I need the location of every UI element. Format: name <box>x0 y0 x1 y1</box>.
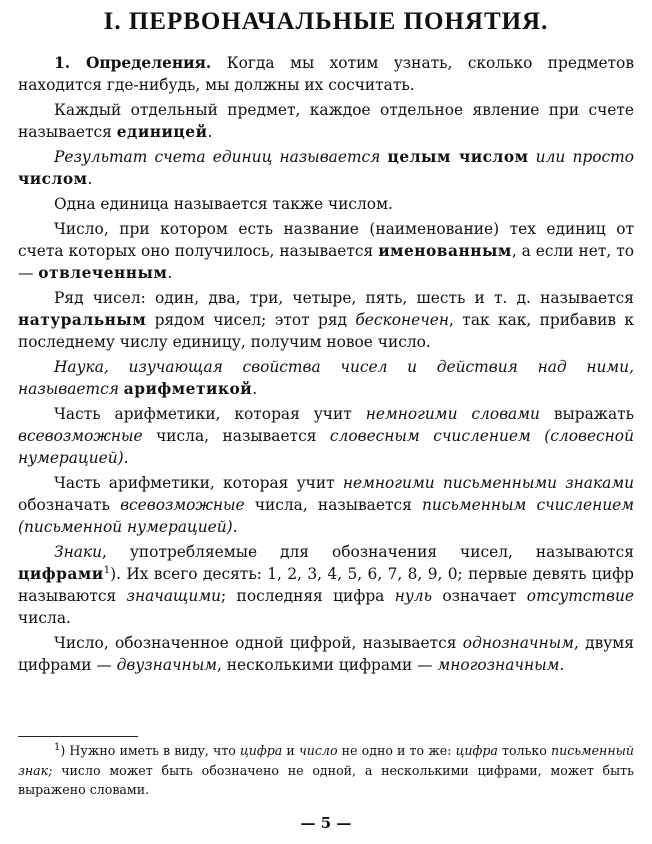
italic-text: нуль <box>394 587 432 605</box>
italic-text: или просто <box>528 148 634 166</box>
term-unit: единицей <box>116 123 208 141</box>
italic-text: Наука, изучающая свойства чисел и действия над ними, называется <box>18 358 634 398</box>
text: не одно и то же: <box>337 743 456 758</box>
text: , несколькими цифрами — <box>217 656 438 674</box>
text: Когда мы хотим узнать, сколько предметов находится где-нибудь, мы должны их сосчитать. <box>18 54 634 94</box>
italic-text: двузначным <box>116 656 217 674</box>
text: ) Нужно иметь в виду, что <box>60 743 240 758</box>
italic-text: многозначным <box>437 656 560 674</box>
italic-text: цифра <box>455 743 498 758</box>
text: ). Их всего десять: 1, 2, 3, 4, 5, 6, 7, 8, 9, 0; первые девять цифр называются <box>18 565 634 605</box>
text: и <box>282 743 299 758</box>
footnote-divider <box>18 736 138 737</box>
text: Ряд чисел: один, два, три, четыре, пять, шесть и т. д. называется <box>54 289 634 307</box>
italic-text: цифра <box>239 743 283 758</box>
footnote-number: 1 <box>54 741 61 753</box>
text: . <box>167 264 173 282</box>
text: , а если нет, то — <box>18 242 635 282</box>
italic-text: немногими словами <box>365 405 540 423</box>
text: , двумя цифрами — <box>18 634 634 674</box>
term-abstract: отвлеченным <box>38 264 168 282</box>
paragraph-arithmetic <box>18 356 634 400</box>
text: , употребляемые для обозначения чисел, называются <box>102 543 634 561</box>
paragraph-definitions <box>18 52 634 96</box>
italic-text: всевозможные <box>18 427 143 445</box>
text: выражать <box>539 405 635 423</box>
italic-text: значащими <box>126 587 221 605</box>
text: означает <box>431 587 527 605</box>
italic-text: число <box>298 743 338 758</box>
paragraph-natural-series <box>18 287 634 353</box>
text: . <box>123 449 129 467</box>
paragraph-verbal-numeration <box>18 403 634 469</box>
text: числа, называется <box>244 496 422 514</box>
italic-text: Знаки <box>54 543 103 561</box>
text: . <box>207 123 213 141</box>
italic-text: всевозможные <box>120 496 245 514</box>
footnote <box>18 741 634 800</box>
text: Часть арифметики, которая учит <box>54 474 343 492</box>
term-number: числом <box>18 170 88 188</box>
text: число может быть обозначено не одной, а несколькими цифрами, может быть выражено словами. <box>18 762 634 797</box>
italic-text: немногими письменными знаками <box>342 474 635 492</box>
text: ; последняя цифра <box>221 587 395 605</box>
italic-text: письменным счислением (письменной нумерацией) <box>18 496 634 536</box>
footnote-marker: 1 <box>103 564 111 576</box>
paragraph-one <box>18 193 634 215</box>
text: числа, называется <box>142 427 330 445</box>
text: . <box>252 380 258 398</box>
paragraph-unit <box>18 99 634 143</box>
text: рядом чисел; этот ряд <box>146 311 356 329</box>
term-whole-number: целым числом <box>387 148 529 166</box>
text: Число, обозначенное одной цифрой, называется <box>54 634 463 652</box>
text: только <box>497 743 551 758</box>
term-named: именованным <box>378 242 512 260</box>
paragraph-written-numeration <box>18 472 634 538</box>
italic-text: письменный знак; <box>18 743 634 778</box>
paragraph-number <box>18 146 634 190</box>
text: Одна единица называется также числом. <box>54 195 393 213</box>
text: числа. <box>18 609 71 627</box>
term-digits: цифрами <box>18 565 104 583</box>
term-natural: натуральным <box>18 311 147 329</box>
text: Число, при котором есть название (наименование) тех единиц от счета которых оно получилось, называется <box>18 220 634 260</box>
italic-text: отсутствие <box>526 587 634 605</box>
text: . <box>87 170 93 188</box>
text: . <box>559 656 565 674</box>
italic-text: бесконечен <box>355 311 450 329</box>
page-number: — 5 — <box>300 814 352 832</box>
text: Каждый отдельный предмет, каждое отдельное явление при счете называется <box>18 101 634 141</box>
paragraph-digits <box>18 541 634 629</box>
italic-text: словесным счислением (словесной нумерацией) <box>18 427 634 467</box>
paragraph-digit-counts <box>18 632 634 676</box>
section-heading: 1. Определения. <box>54 54 212 72</box>
text: . <box>232 518 238 536</box>
body-text <box>18 52 634 679</box>
text: Часть арифметики, которая учит <box>54 405 366 423</box>
chapter-title: I. ПЕРВОНАЧАЛЬНЫЕ ПОНЯТИЯ. <box>103 8 549 35</box>
italic-text: однозначным <box>462 634 574 652</box>
text: обозначать <box>18 496 121 514</box>
italic-text: Результат счета единиц называется <box>54 148 388 166</box>
text: , так как, прибавив к последнему числу единицу, получим новое число. <box>18 311 635 351</box>
paragraph-named <box>18 218 634 284</box>
term-arithmetic: арифметикой <box>123 380 253 398</box>
